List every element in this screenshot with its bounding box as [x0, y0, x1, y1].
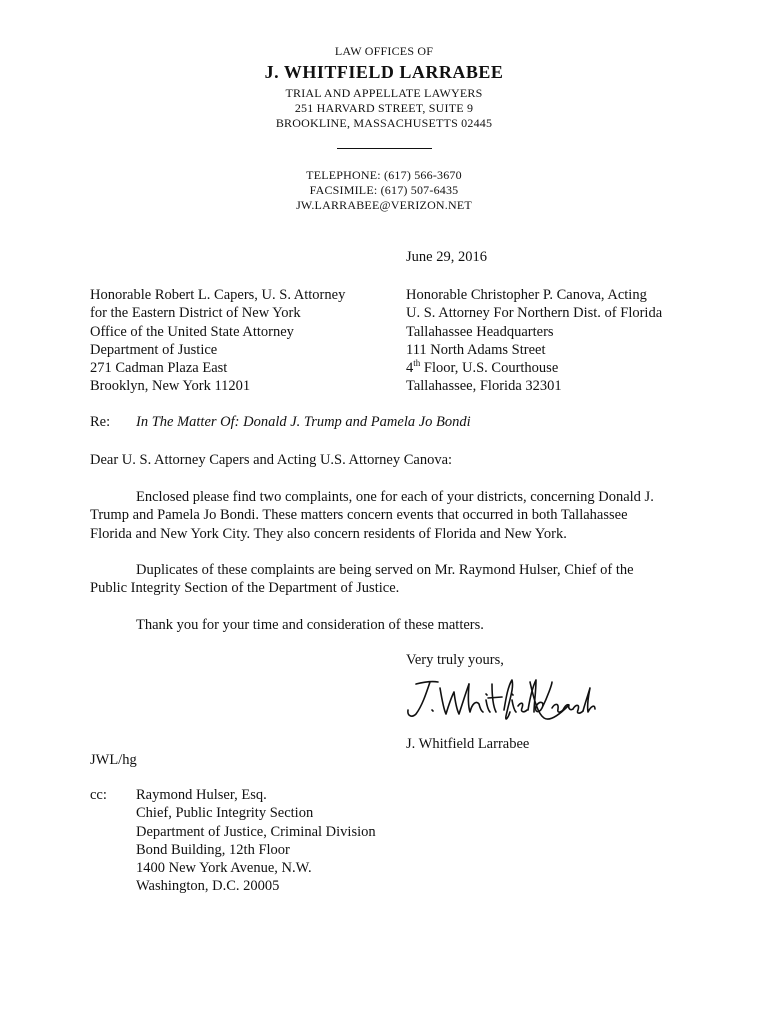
letterhead-contact — [0, 168, 768, 213]
handwritten-signature — [402, 670, 602, 730]
recipient-right-line: Tallahassee, Florida 32301 — [406, 378, 562, 395]
floor-number: 4 — [406, 360, 414, 377]
recipient-right-line: Tallahassee Headquarters — [406, 323, 554, 340]
paragraph-line: Public Integrity Section of the Department of Justice. — [90, 580, 400, 597]
recipient-right-line: 111 North Adams Street — [406, 341, 546, 358]
firm-name: J. WHITFIELD LARRABEE — [264, 62, 504, 82]
recipient-left-line: 271 Cadman Plaza East — [90, 360, 228, 377]
cc-line: Chief, Public Integrity Section — [136, 805, 314, 822]
cc-line: Raymond Hulser, Esq. — [136, 787, 267, 803]
recipient-left-line: Honorable Robert L. Capers, U. S. Attorney — [90, 287, 346, 303]
floor-rest: Floor, U.S. Courthouse — [420, 360, 559, 377]
firm-tagline: TRIAL AND APPELLATE LAWYERS — [285, 86, 483, 100]
letter-date: June 29, 2016 — [406, 249, 487, 265]
letterhead-address — [0, 86, 768, 131]
firm-street: 251 HARVARD STREET, SUITE 9 — [294, 101, 474, 115]
recipient-right-line — [406, 359, 662, 377]
salutation: Dear U. S. Attorney Capers and Acting U.S. Attorney Canova: — [90, 452, 453, 468]
recipient-right-line: U. S. Attorney For Northern Dist. of Florida — [406, 305, 663, 322]
firm-facsimile: FACSIMILE: (617) 507-6435 — [309, 183, 459, 197]
body-paragraph-3 — [90, 616, 680, 634]
signer-name: J. Whitfield Larrabee — [406, 736, 530, 752]
cc-line: Bond Building, 12th Floor — [136, 841, 290, 858]
body-paragraph-1 — [90, 488, 680, 543]
recipient-right-line: Honorable Christopher P. Canova, Acting — [406, 287, 647, 303]
cc-line: Department of Justice, Criminal Division — [136, 823, 376, 840]
firm-telephone: TELEPHONE: (617) 566-3670 — [306, 168, 462, 182]
paragraph-line: Florida and New York City. They also concern residents of Florida and New York. — [90, 525, 567, 542]
recipient-address-left — [90, 286, 345, 396]
firm-email: JW.LARRABEE@VERIZON.NET — [296, 198, 472, 212]
re-subject: In The Matter Of: Donald J. Trump and Pamela Jo Bondi — [136, 414, 471, 430]
recipient-left-line: Department of Justice — [90, 341, 218, 358]
typist-initials: JWL/hg — [90, 752, 137, 768]
paragraph-line: Enclosed please find two complaints, one for each of your districts, concerning Donald J. — [136, 489, 654, 505]
floor-ordinal: th — [413, 358, 421, 369]
recipient-left-line: for the Eastern District of New York — [90, 305, 301, 322]
cc-recipient — [136, 786, 376, 896]
cc-label: cc: — [90, 787, 107, 803]
body-paragraph-2 — [90, 561, 680, 598]
recipient-left-line: Brooklyn, New York 11201 — [90, 378, 251, 395]
recipient-address-right — [406, 286, 662, 396]
firm-city: BROOKLINE, MASSACHUSETTS 02445 — [275, 116, 493, 130]
closing: Very truly yours, — [406, 652, 504, 668]
law-offices-label: LAW OFFICES OF — [334, 44, 434, 58]
recipient-left-line: Office of the United State Attorney — [90, 323, 294, 340]
cc-line: Washington, D.C. 20005 — [136, 878, 280, 895]
paragraph-line: Duplicates of these complaints are being served on Mr. Raymond Hulser, Chief of the — [136, 562, 634, 578]
paragraph-line: Thank you for your time and consideration of these matters. — [136, 617, 484, 633]
re-label: Re: — [90, 414, 111, 430]
re-line — [90, 414, 471, 431]
cc-line: 1400 New York Avenue, N.W. — [136, 860, 312, 877]
paragraph-line: Trump and Pamela Jo Bondi. These matters concern events that occurred in both Tallahassee — [90, 507, 628, 524]
letterhead-divider — [337, 148, 432, 149]
